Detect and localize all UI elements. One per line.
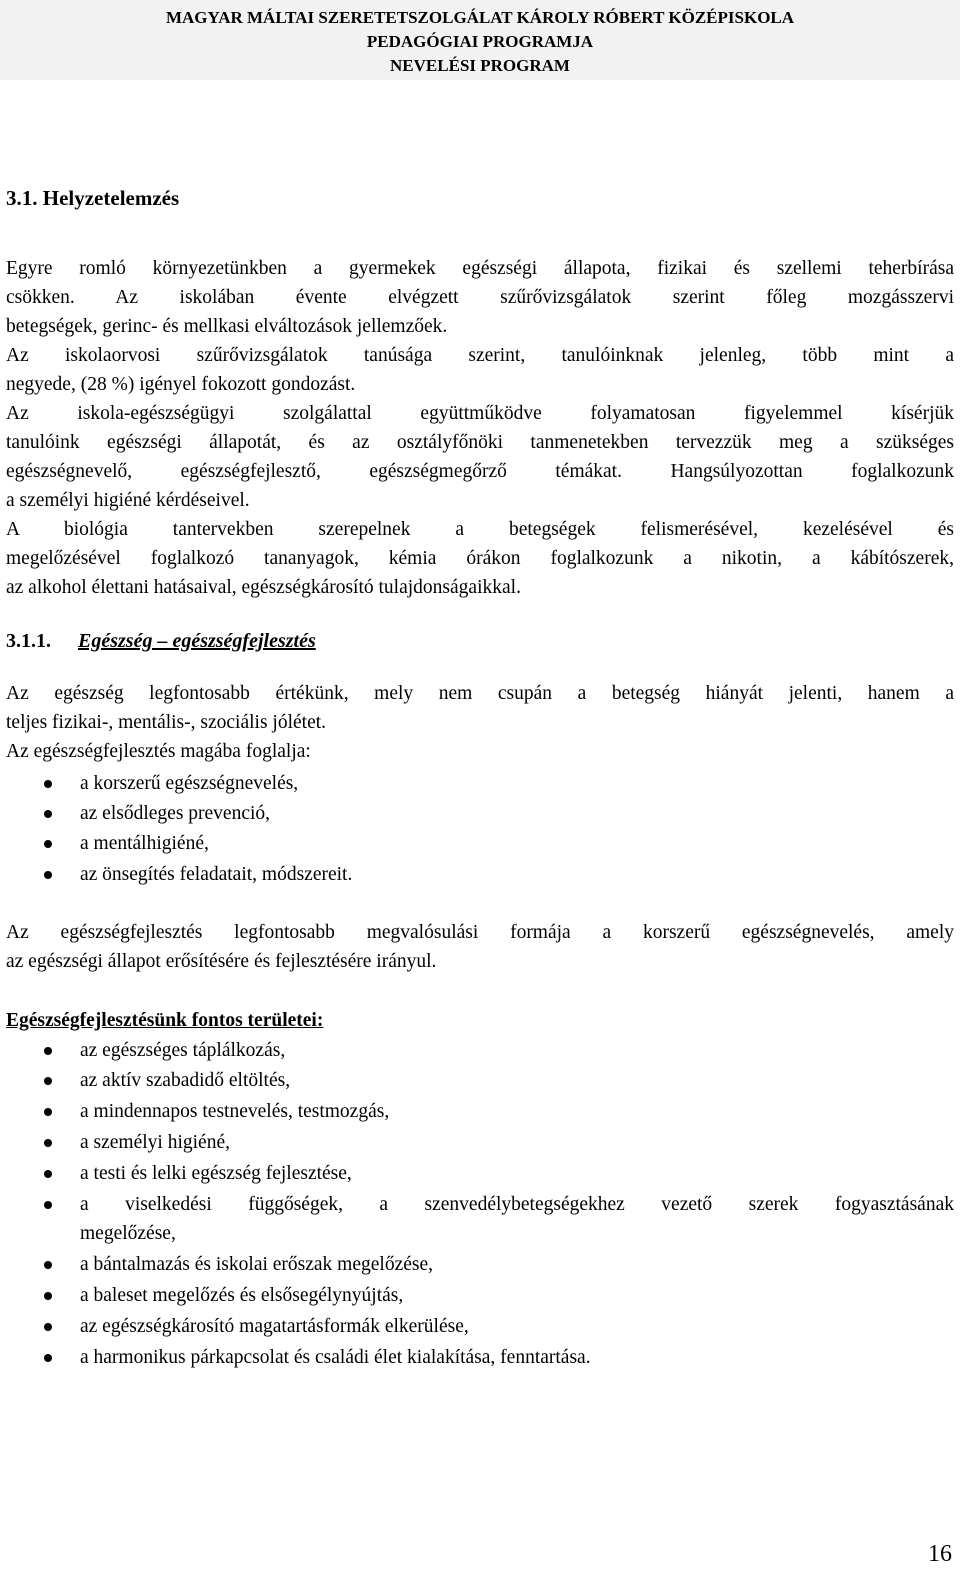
paragraph-line: A biológia tantervekben szerepelnek a betegségek felismerésével, kezelésével és xyxy=(6,519,954,540)
bullet-icon xyxy=(44,871,52,879)
bullet-icon xyxy=(44,1292,52,1300)
bullet-icon xyxy=(44,1077,52,1085)
section-title: 3.1. Helyzetelemzés xyxy=(6,186,180,210)
list-intro: Az egészségfejlesztés magába foglalja: xyxy=(6,741,311,762)
paragraph-line: egészségnevelő, egészségfejlesztő, egészségmegőrző témákat. Hangsúlyozottan foglalkozunk xyxy=(6,461,954,482)
paragraph-line: a személyi higiéné kérdéseivel. xyxy=(6,490,250,511)
page-header xyxy=(0,0,960,80)
bullet-icon xyxy=(44,780,52,788)
bullet-icon xyxy=(44,1261,52,1269)
paragraph-line: az egészségi állapot erősítésére és fejlesztésére irányul. xyxy=(6,951,437,972)
paragraph-line: Az egészség legfontosabb értékünk, mely nem csupán a betegség hiányát jelenti, hanem a xyxy=(6,683,954,704)
bullet-icon xyxy=(44,1139,52,1147)
bullet-icon xyxy=(44,1354,52,1362)
bullet-icon xyxy=(44,840,52,848)
bullet-icon xyxy=(44,1323,52,1331)
bullet-icon xyxy=(44,1170,52,1178)
bullet-icon xyxy=(44,810,52,818)
paragraph-line: tanulóink egészségi állapotát, és az osztályfőnöki tanmenetekben tervezzük meg a szükséges xyxy=(6,432,954,453)
header-school-name: MAGYAR MÁLTAI SZERETETSZOLGÁLAT KÁROLY RÓBERT KÖZÉPISKOLA xyxy=(165,8,795,27)
bullet-icon xyxy=(44,1108,52,1116)
paragraph-line: az alkohol élettani hatásaival, egészségkárosító tulajdonságaikkal. xyxy=(6,577,521,598)
page-number: 16 xyxy=(928,1541,952,1567)
paragraph-line: csökken. Az iskolában évente elvégzett szűrővizsgálatok szerint főleg mozgásszervi xyxy=(6,287,954,308)
paragraph-line: Egyre romló környezetünkben a gyermekek egészségi állapota, fizikai és szellemi teherbírása xyxy=(6,258,954,279)
bullet-icon xyxy=(44,1201,52,1209)
bullet-icon xyxy=(44,1047,52,1055)
paragraph-line: betegségek, gerinc- és mellkasi elváltozások jellemzőek. xyxy=(6,316,448,337)
paragraph-line: Az iskolaorvosi szűrővizsgálatok tanúsága szerint, tanulóinknak jelenleg, több mint a xyxy=(6,345,954,366)
subsection-heading xyxy=(6,627,954,656)
header-program-title: PEDAGÓGIAI PROGRAMJA xyxy=(366,32,594,51)
paragraph-line: Az egészségfejlesztés legfontosabb megvalósulási formája a korszerű egészségnevelés, amely xyxy=(6,922,954,943)
paragraph-line: megelőzésével foglalkozó tananyagok, kémia órákon foglalkozunk a nikotin, a kábítószerek, xyxy=(6,548,954,569)
paragraph-line: teljes fizikai-, mentális-, szociális jólétet. xyxy=(6,712,327,733)
header-subtitle: NEVELÉSI PROGRAM xyxy=(390,56,570,75)
paragraph-line: negyede, (28 %) igényel fokozott gondozást. xyxy=(6,374,356,395)
areas-heading: Egészségfejlesztésünk fontos területei: xyxy=(6,1010,324,1031)
subsection-number: 3.1.1. xyxy=(6,630,51,652)
paragraph-line: Az iskola-egészségügyi szolgálattal együttműködve folyamatosan figyelemmel kísérjük xyxy=(6,403,954,424)
subsection-title: Egészség – egészségfejlesztés xyxy=(78,630,316,652)
